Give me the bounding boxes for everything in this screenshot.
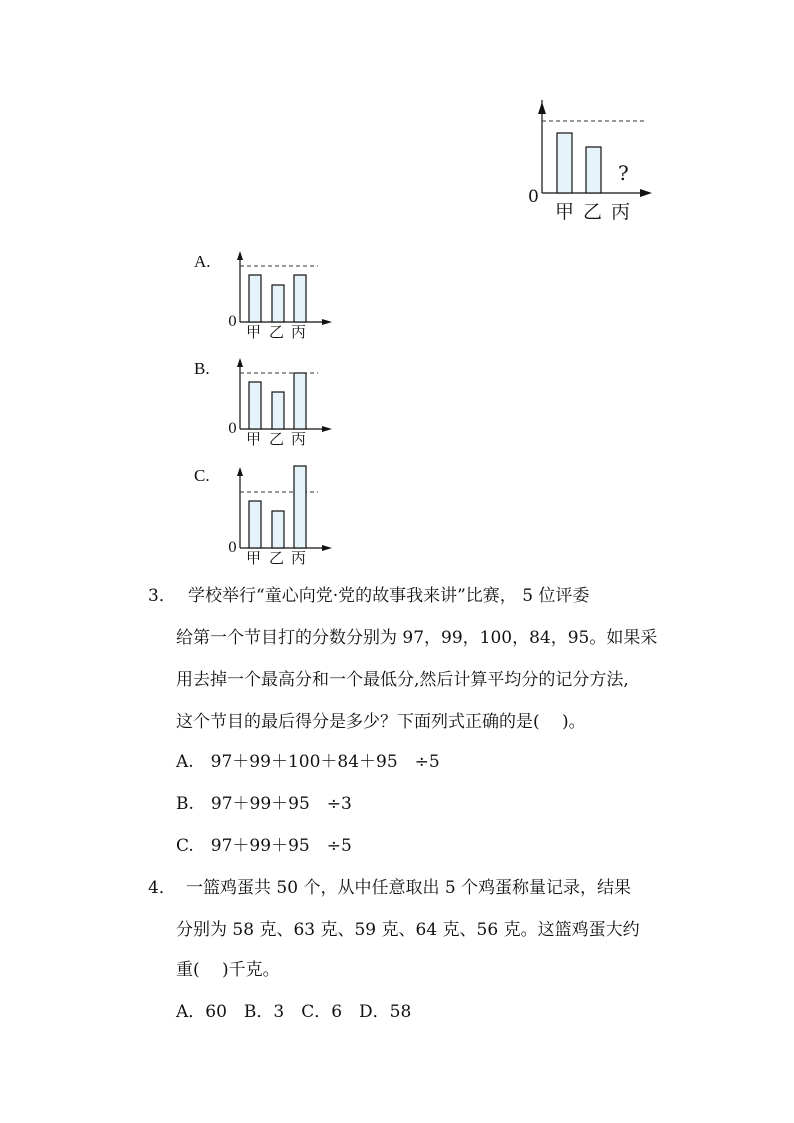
q3-option-c[interactable]: C. 97＋99＋95 ÷5 [176,836,352,856]
main-bar-chart [520,100,660,225]
bar-bing [294,373,306,429]
x-tick-jia: 甲 [246,430,262,448]
q4-line-2: 分别为 58 克、63 克、59 克、64 克、56 克。这篮鸡蛋大约 [176,920,640,940]
x-axis-arrow [322,319,332,325]
bar-jia [249,501,261,548]
x-tick-bing: 丙 [291,323,307,341]
y-axis-arrow [538,102,546,114]
x-tick-jia: 甲 [555,201,575,223]
zero-label: 0 [528,187,539,207]
q3-line-1: 学校举行“童心向党·党的故事我来讲”比赛， 5 位评委 [188,586,590,606]
x-axis-arrow [640,189,652,197]
q4-line-3: 重( )千克。 [176,960,280,980]
bar-bing [294,275,306,322]
bar-yi [272,511,284,548]
option-c-letter: C. [194,466,210,485]
zero-label: 0 [228,421,237,437]
q3-option-b[interactable]: B. 97＋99＋95 ÷3 [176,794,352,814]
bar-yi [586,147,601,193]
x-tick-bing: 丙 [611,201,631,223]
q3-option-a[interactable]: A. 97＋99＋100＋84＋95 ÷5 [176,752,440,772]
option-a-chart [222,248,337,343]
x-tick-jia: 甲 [246,549,262,567]
x-tick-yi: 乙 [583,201,603,223]
x-tick-jia: 甲 [246,323,262,341]
q3-line-2: 给第一个节目打的分数分别为 97，99，100，84，95。如果采 [176,628,658,648]
question-mark: ? [618,161,629,185]
zero-label: 0 [228,314,237,330]
x-tick-bing: 丙 [291,549,307,567]
q4-options[interactable]: A．60 B．3 C．6 D．58 [176,1002,412,1022]
y-axis-arrow [237,251,243,260]
option-b-letter: B. [194,359,210,378]
x-axis-arrow [322,426,332,432]
bar-jia [557,133,572,193]
zero-label: 0 [228,540,237,556]
bar-yi [272,285,284,322]
x-tick-yi: 乙 [269,323,285,341]
y-axis-arrow [237,358,243,367]
x-tick-yi: 乙 [269,549,285,567]
bar-bing [294,466,306,548]
q4-line-1: 一篮鸡蛋共 50 个，从中任意取出 5 个鸡蛋称量记录，结果 [186,878,632,898]
option-a-letter: A. [194,252,211,271]
q4-number: 4． [148,878,176,898]
bar-yi [272,392,284,429]
x-axis-arrow [322,545,332,551]
q3-number: 3． [148,586,176,606]
x-tick-bing: 丙 [291,430,307,448]
y-axis-arrow [237,467,243,476]
q3-line-4: 这个节目的最后得分是多少？下面列式正确的是( )。 [176,712,586,732]
bar-jia [249,275,261,322]
bar-jia [249,382,261,429]
option-b-chart [222,355,337,450]
q3-line-3: 用去掉一个最高分和一个最低分,然后计算平均分的记分方法, [176,670,629,690]
x-tick-yi: 乙 [269,430,285,448]
option-c-chart [222,462,337,570]
